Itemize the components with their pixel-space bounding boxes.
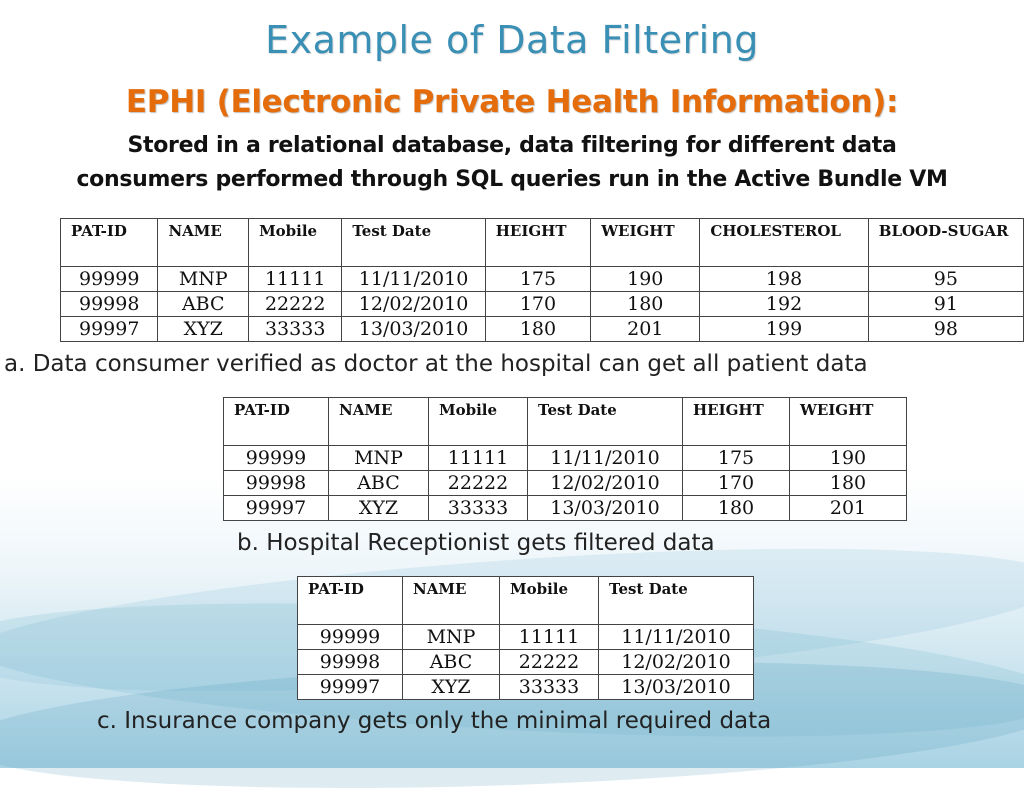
table-cell: 180 xyxy=(485,317,590,342)
table-cell: 33333 xyxy=(249,317,342,342)
table-row xyxy=(61,267,1024,292)
table-cell: XYZ xyxy=(329,496,429,521)
column-header: Mobile xyxy=(429,398,528,446)
table-cell: 175 xyxy=(485,267,590,292)
column-header: NAME xyxy=(329,398,429,446)
column-header: NAME xyxy=(403,577,500,625)
column-header: HEIGHT xyxy=(683,398,790,446)
column-header: PAT-ID xyxy=(224,398,329,446)
table-cell: 11/11/2010 xyxy=(599,625,754,650)
table-cell: 12/02/2010 xyxy=(528,471,683,496)
column-header: NAME xyxy=(158,219,249,267)
table-row xyxy=(61,317,1024,342)
column-header: Test Date xyxy=(342,219,485,267)
table-cell: 175 xyxy=(683,446,790,471)
table-cell: 22222 xyxy=(500,650,599,675)
table-cell: 99998 xyxy=(298,650,403,675)
table-cell: 11111 xyxy=(500,625,599,650)
caption-doctor: a. Data consumer verified as doctor at the hospital can get all patient data xyxy=(4,351,868,377)
table-row xyxy=(298,650,754,675)
slide-subtitle: EPHI (Electronic Private Health Information): xyxy=(125,84,899,120)
table-cell: 22222 xyxy=(249,292,342,317)
table-cell: 190 xyxy=(790,446,907,471)
table-header-row xyxy=(61,219,1024,267)
column-header: HEIGHT xyxy=(485,219,590,267)
table-cell: 33333 xyxy=(500,675,599,700)
table-row xyxy=(224,446,907,471)
table-cell: 13/03/2010 xyxy=(599,675,754,700)
table-cell: 99998 xyxy=(61,292,158,317)
table-row xyxy=(224,496,907,521)
table-cell: XYZ xyxy=(403,675,500,700)
insurance-data-table xyxy=(297,576,754,700)
column-header: PAT-ID xyxy=(298,577,403,625)
table-cell: 95 xyxy=(868,267,1023,292)
table-cell: 180 xyxy=(591,292,700,317)
table-cell: 99997 xyxy=(224,496,329,521)
table-cell: ABC xyxy=(329,471,429,496)
table-cell: 12/02/2010 xyxy=(599,650,754,675)
doctor-data-table xyxy=(60,218,1024,342)
column-header: WEIGHT xyxy=(591,219,700,267)
table-cell: 199 xyxy=(700,317,868,342)
table-cell: 98 xyxy=(868,317,1023,342)
description-line-1: Stored in a relational database, data filtering for different data xyxy=(127,133,897,158)
table-cell: 180 xyxy=(683,496,790,521)
table-cell: 170 xyxy=(485,292,590,317)
table-cell: 198 xyxy=(700,267,868,292)
table-cell: 201 xyxy=(591,317,700,342)
column-header: CHOLESTEROL xyxy=(700,219,868,267)
table-cell: 33333 xyxy=(429,496,528,521)
table-row xyxy=(224,471,907,496)
table-cell: MNP xyxy=(403,625,500,650)
table-cell: 201 xyxy=(790,496,907,521)
caption-receptionist: b. Hospital Receptionist gets filtered data xyxy=(237,530,715,556)
table-cell: ABC xyxy=(158,292,249,317)
table-cell: 99999 xyxy=(61,267,158,292)
column-header: WEIGHT xyxy=(790,398,907,446)
table-cell: 22222 xyxy=(429,471,528,496)
table-cell: 180 xyxy=(790,471,907,496)
table-cell: XYZ xyxy=(158,317,249,342)
table-cell: 91 xyxy=(868,292,1023,317)
table-cell: 99999 xyxy=(298,625,403,650)
table-cell: 11/11/2010 xyxy=(342,267,485,292)
column-header: BLOOD-SUGAR xyxy=(868,219,1023,267)
column-header: Mobile xyxy=(500,577,599,625)
table-cell: 99997 xyxy=(298,675,403,700)
table-cell: 13/03/2010 xyxy=(342,317,485,342)
table-cell: MNP xyxy=(329,446,429,471)
table-row xyxy=(61,292,1024,317)
table-cell: 99997 xyxy=(61,317,158,342)
table-cell: MNP xyxy=(158,267,249,292)
table-row xyxy=(298,675,754,700)
receptionist-data-table xyxy=(223,397,907,521)
table-cell: 13/03/2010 xyxy=(528,496,683,521)
table-cell: 99999 xyxy=(224,446,329,471)
table-cell: 11/11/2010 xyxy=(528,446,683,471)
column-header: Mobile xyxy=(249,219,342,267)
table-row xyxy=(298,625,754,650)
column-header: Test Date xyxy=(528,398,683,446)
caption-insurance: c. Insurance company gets only the minimal required data xyxy=(97,708,772,734)
table-header-row xyxy=(298,577,754,625)
table-cell: 99998 xyxy=(224,471,329,496)
column-header: Test Date xyxy=(599,577,754,625)
table-cell: ABC xyxy=(403,650,500,675)
description-line-2: consumers performed through SQL queries run in the Active Bundle VM xyxy=(76,167,948,192)
table-cell: 12/02/2010 xyxy=(342,292,485,317)
table-cell: 190 xyxy=(591,267,700,292)
column-header: PAT-ID xyxy=(61,219,158,267)
table-cell: 192 xyxy=(700,292,868,317)
table-cell: 170 xyxy=(683,471,790,496)
table-header-row xyxy=(224,398,907,446)
slide-title: Example of Data Filtering xyxy=(265,18,759,62)
table-cell: 11111 xyxy=(429,446,528,471)
table-cell: 11111 xyxy=(249,267,342,292)
